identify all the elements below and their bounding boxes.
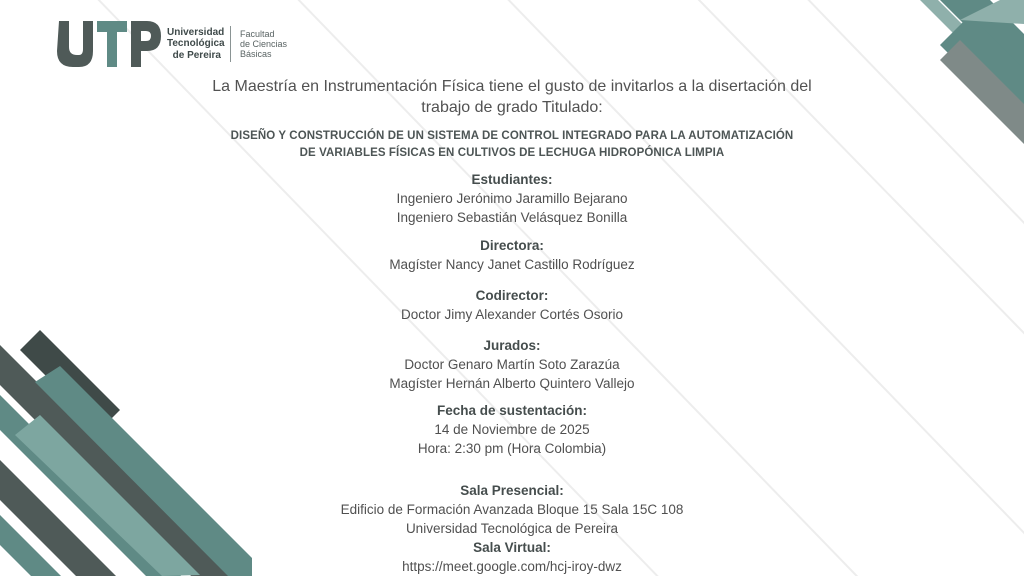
- students-heading: Estudiantes:: [471, 172, 553, 187]
- director-name: Magíster Nancy Janet Castillo Rodríguez: [389, 257, 635, 272]
- faculty-name: [240, 29, 287, 59]
- thesis-title-line: DISEÑO Y CONSTRUCCIÓN DE UN SISTEMA DE CONTROL INTEGRADO PARA LA AUTOMATIZACIÓN: [230, 130, 794, 142]
- university-logo: [57, 20, 287, 68]
- jury-member-name: Doctor Genaro Martín Soto Zarazúa: [404, 357, 620, 372]
- student-name: Ingeniero Jerónimo Jaramillo Bejarano: [396, 191, 628, 206]
- students-section: [0, 170, 1024, 227]
- faculty-name-line: de Ciencias: [240, 39, 288, 49]
- university-name-line: de Pereira: [172, 49, 221, 61]
- faculty-name-line: Básicas: [240, 49, 272, 59]
- thesis-title-line: DE VARIABLES FÍSICAS EN CULTIVOS DE LECHUGA HIDROPÓNICA LIMPIA: [299, 147, 725, 159]
- virtual-room-heading: Sala Virtual:: [473, 540, 551, 555]
- jury-section: [0, 336, 1024, 393]
- defense-time: Hora: 2:30 pm (Hora Colombia): [417, 441, 607, 456]
- defense-heading: Fecha de sustentación:: [436, 403, 588, 418]
- jury-heading: Jurados:: [483, 338, 541, 353]
- university-name-line: Tecnológica: [167, 38, 225, 50]
- defense-date: 14 de Noviembre de 2025: [434, 422, 590, 437]
- codirector-heading: Codirector:: [475, 288, 549, 303]
- venue-heading: Sala Presencial:: [460, 483, 564, 498]
- codirector-section: [0, 286, 1024, 324]
- venue-institution: Universidad Tecnológica de Pereira: [405, 521, 619, 536]
- codirector-name: Doctor Jimy Alexander Cortés Osorio: [400, 307, 624, 322]
- intro-line: La Maestría en Instrumentación Física tiene el gusto de invitarlos a la disertación del: [212, 78, 812, 95]
- director-section: [0, 236, 1024, 274]
- invitation-intro: [0, 76, 1024, 118]
- faculty-name-line: Facultad: [240, 29, 275, 39]
- student-name: Ingeniero Sebastián Velásquez Bonilla: [396, 210, 628, 225]
- director-heading: Directora:: [480, 238, 544, 253]
- logo-divider: [230, 26, 231, 62]
- defense-section: [0, 401, 1024, 458]
- utp-logo-icon: [57, 21, 161, 67]
- virtual-meeting-link[interactable]: https://meet.google.com/hcj-iroy-dwz: [402, 559, 622, 574]
- jury-member-name: Magíster Hernán Alberto Quintero Vallejo: [389, 376, 635, 391]
- university-name: [167, 26, 225, 62]
- venue-section: [0, 481, 1024, 576]
- thesis-title: [0, 128, 1024, 162]
- university-name-line: Universidad: [167, 26, 225, 38]
- venue-address: Edificio de Formación Avanzada Bloque 15 Sala 15C 108: [340, 502, 684, 517]
- intro-line: trabajo de grado Titulado:: [421, 99, 603, 116]
